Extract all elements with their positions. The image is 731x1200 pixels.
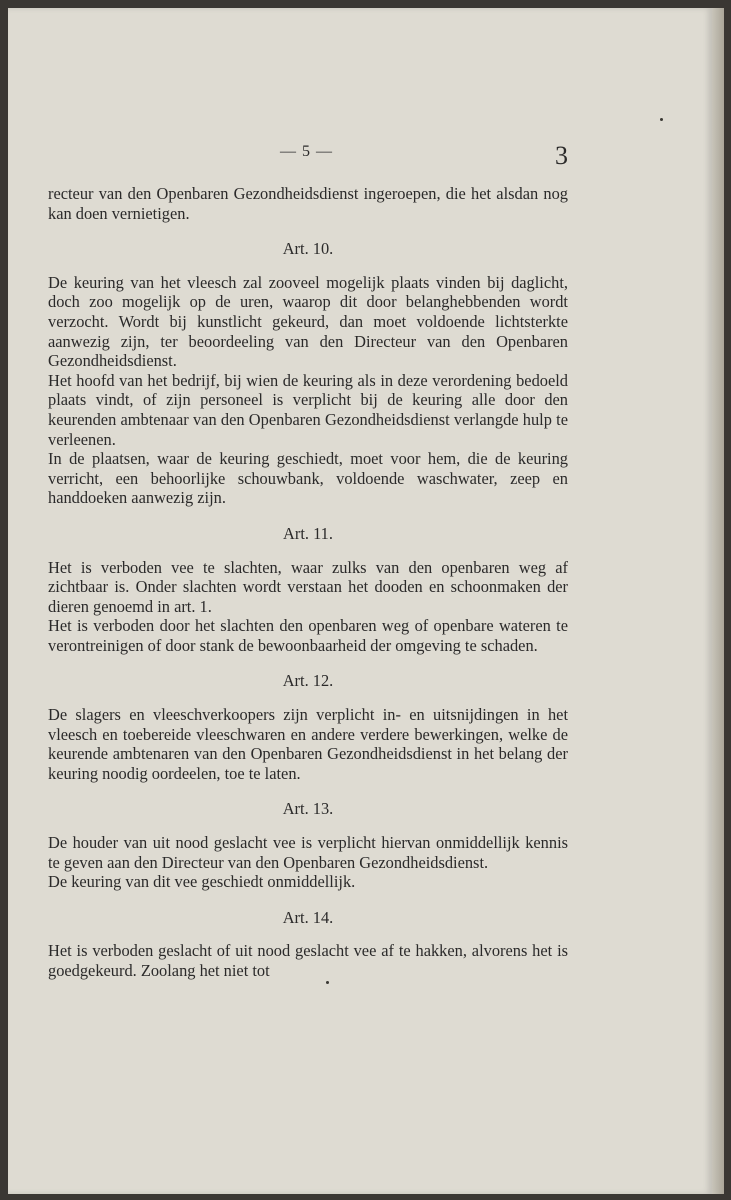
page-number: — 5 — [280,143,333,160]
page-header [48,140,568,184]
article-heading: Art. 11. [283,523,333,543]
paragraph: De houder van uit nood geslacht vee is verplicht hiervan onmiddellijk kennis te geven aan den Directeur van den Openbaren Gezondheidsdienst. [48,833,568,872]
paragraph: recteur van den Openbaren Gezondheidsdienst ingeroepen, die het alsdan nog kan doen vernietigen. [48,184,568,223]
speck-mark [660,118,663,121]
paragraph: De keuring van dit vee geschiedt onmiddellijk. [48,872,356,892]
page-text [48,140,568,981]
article-heading: Art. 12. [282,671,334,691]
paragraph: De keuring van het vleesch zal zooveel mogelijk plaats vinden bij daglicht, doch zoo mogelijk op de uren, waarop dit door belanghebbenden wordt verzocht. Wordt bij kunstlicht gekeurd, dan moet voldoende lichtsterkte aanwezig zijn, ter beoordeeling van den Directeur van den Openbaren Gezondheidsdienst. [48,272,568,371]
paragraph: De slagers en vleeschverkoopers zijn verplicht in- en uitsnijdingen in het vleesch en toebereide vleeschwaren en andere verdere bewerkingen, welke de keurende ambtenaren van den Openbaren Gezondheidsdienst in het belang der keuring noodig oordeelen, toe te laten. [48,705,568,783]
signature-mark: 3 [555,141,568,170]
paragraph: Het hoofd van het bedrijf, bij wien de keuring als in deze verordening bedoeld plaats vindt, of zijn personeel is verplicht bij de keuring alle door den keurenden ambtenaar van den Openbaren Gezondheidsdienst verlangde hulp te verleenen. [48,370,568,449]
paragraph: Het is verboden door het slachten den openbaren weg of openbare wateren te verontreinigen of door stank de bewoonbaarheid der omgeving te schaden. [48,616,568,655]
page-edge [712,8,724,1194]
paragraph: In de plaatsen, waar de keuring geschiedt, moet voor hem, die de keuring verricht, een behoorlijke schouwbank, voldoende waschwater, zeep en handdoeken aanwezig zijn. [48,449,568,508]
article-heading: Art. 10. [282,239,334,259]
article-heading: Art. 14. [282,907,334,927]
speck-mark [326,981,329,984]
article-heading: Art. 13. [282,799,334,819]
paragraph: Het is verboden vee te slachten, waar zulks van den openbaren weg af zichtbaar is. Onder slachten wordt verstaan het dooden en schoonmaken der dieren genoemd in art. 1. [48,557,568,616]
paragraph: Het is verboden geslacht of uit nood geslacht vee af te hakken, alvorens het is goedgekeurd. Zoolang het niet tot [48,941,568,980]
